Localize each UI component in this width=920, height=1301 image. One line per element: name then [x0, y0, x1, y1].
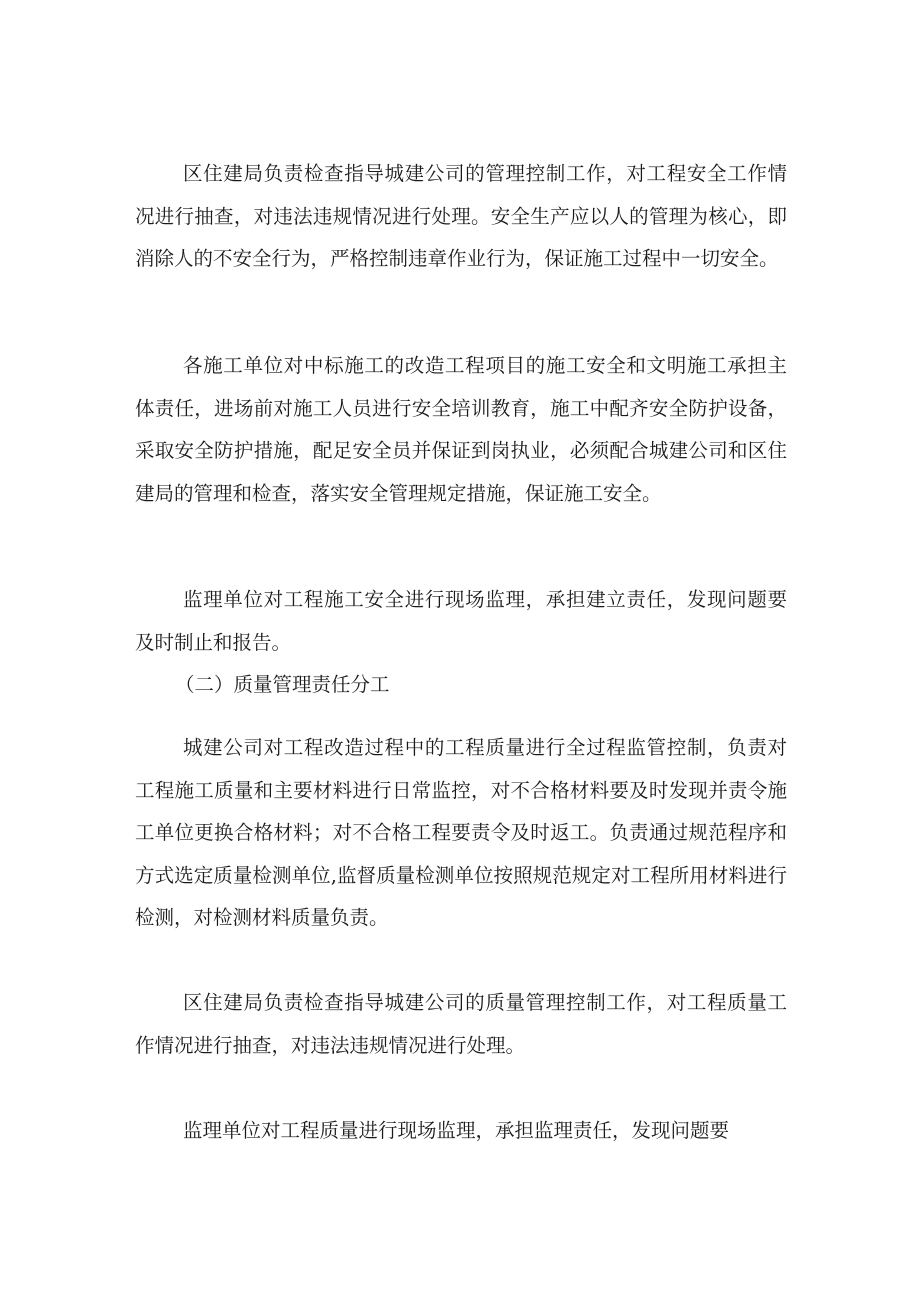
paragraph-supervisor-quality: 监理单位对工程质量进行现场监理，承担监理责任，发现问题要 — [183, 1119, 730, 1142]
paragraph-safety-supervision: 区住建局负责检查指导城建公司的管理控制工作，对工程安全工作情况进行抽查，对违法违规情况进行处理。安全生产应以人的管理为核心，即消除人的不安全行为，严格控制违章作业行为，保证施工过程中一切安全。 — [135, 162, 787, 270]
section-heading-quality: （二）质量管理责任分工 — [175, 673, 390, 696]
paragraph-contractor-responsibility: 各施工单位对中标施工的改造工程项目的施工安全和文明施工承担主体责任，进场前对施工人员进行安全培训教育，施工中配齐安全防护设备，采取安全防护措施，配足安全员并保证到岗执业，必须配合城建公司和区住建局的管理和检查，落实安全管理规定措施，保证施工安全。 — [135, 354, 787, 505]
paragraph-quality-control: 城建公司对工程改造过程中的工程质量进行全过程监管控制，负责对工程施工质量和主要材料进行日常监控，对不合格材料要及时发现并责令施工单位更换合格材料；对不合格工程要责令及时返工。负责通过规范程序和方式选定质量检测单位,监督质量检测单位按照规范规定对工程所用材料进行检测，对检测材料质量负责。 — [135, 736, 787, 929]
paragraph-supervisor-safety: 监理单位对工程施工安全进行现场监理，承担建立责任，发现问题要及时制止和报告。 — [135, 588, 787, 654]
paragraph-quality-inspection: 区住建局负责检查指导城建公司的质量管理控制工作，对工程质量工作情况进行抽查，对违法违规情况进行处理。 — [135, 991, 787, 1057]
